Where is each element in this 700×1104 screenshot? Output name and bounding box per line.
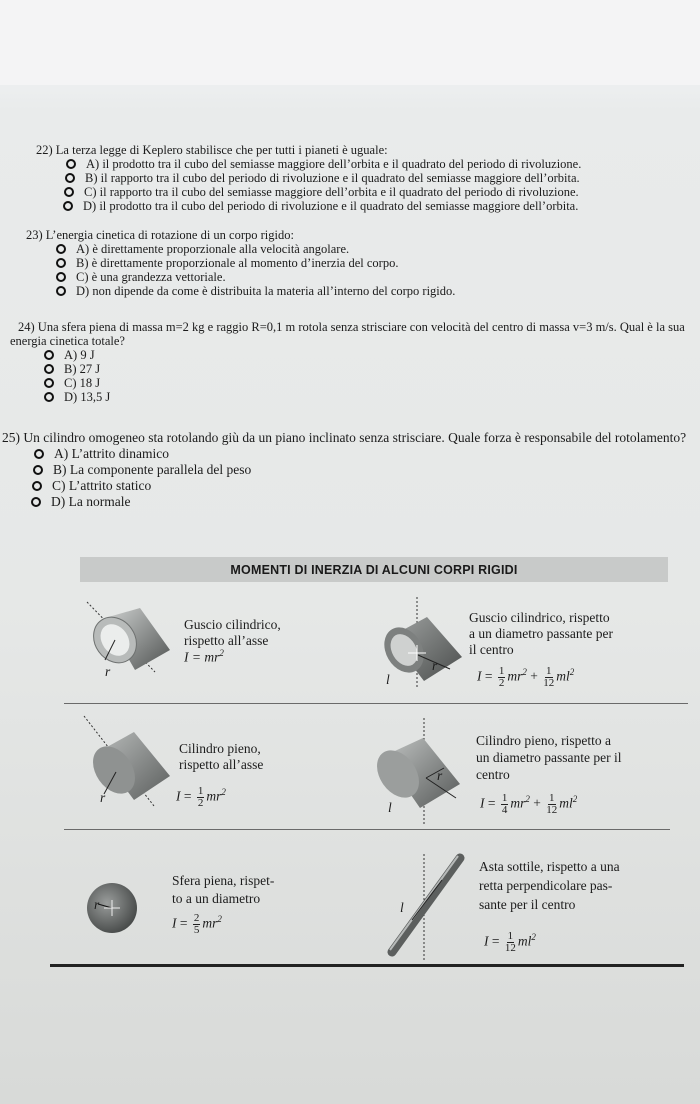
question-25-option-c[interactable] bbox=[32, 478, 698, 494]
thin-rod-figure bbox=[382, 852, 472, 962]
formula-mr: mr bbox=[206, 788, 222, 804]
shell-diameter-label-line2: a un diametro passante per bbox=[469, 626, 613, 641]
question-25-option-d[interactable] bbox=[31, 494, 698, 510]
radio-bullet-icon bbox=[56, 286, 66, 296]
option-text: C) L’attrito statico bbox=[52, 478, 152, 493]
question-25-option-b[interactable] bbox=[33, 462, 698, 478]
radio-bullet-icon bbox=[63, 201, 73, 211]
option-text: C) il rapporto tra il cubo del semiasse maggiore dell’orbita e il quadrato del periodo di rivoluzione. bbox=[84, 185, 579, 199]
question-22-option-b[interactable] bbox=[65, 171, 676, 185]
shell-axis-radius-label: r bbox=[105, 664, 111, 679]
page-top-margin bbox=[0, 0, 700, 85]
option-text: C) è una grandezza vettoriale. bbox=[76, 270, 226, 284]
formula-exponent: 2 bbox=[572, 794, 578, 805]
question-23-stem bbox=[26, 228, 666, 242]
sphere-label-line2: to a un diametro bbox=[172, 891, 261, 906]
formula-eq: = bbox=[179, 915, 188, 931]
formula-exponent: 2 bbox=[217, 914, 222, 925]
question-25-stem bbox=[0, 430, 698, 446]
question-22-text: La terza legge di Keplero stabilisce che per tutti i pianeti è uguale: bbox=[55, 143, 388, 157]
formula-mr: mr bbox=[510, 795, 526, 811]
question-25 bbox=[0, 430, 698, 510]
solid-cyl-axis-label-line1: Cilindro pieno, bbox=[179, 741, 261, 756]
formula-mr: mr bbox=[202, 915, 218, 931]
radio-bullet-icon bbox=[32, 481, 42, 491]
formula-exponent: 2 bbox=[221, 787, 226, 798]
section-divider-2 bbox=[64, 829, 670, 830]
fraction-denominator: 12 bbox=[504, 942, 516, 954]
question-23-option-a[interactable] bbox=[56, 242, 666, 256]
question-22-option-a[interactable] bbox=[66, 157, 676, 171]
rod-label-line3: sante per il centro bbox=[479, 897, 576, 912]
radio-bullet-icon bbox=[66, 159, 76, 169]
question-24-number: 24) bbox=[18, 320, 35, 334]
question-22-option-c[interactable] bbox=[64, 185, 676, 199]
radio-bullet-icon bbox=[44, 350, 54, 360]
option-text: D) non dipende da come è distribuita la materia all’interno del corpo rigido. bbox=[76, 284, 456, 298]
formula-mr: mr bbox=[507, 668, 523, 684]
radio-bullet-icon bbox=[56, 244, 66, 254]
cylindrical-shell-axis-figure bbox=[85, 600, 185, 690]
solid-cylinder-diameter-figure bbox=[368, 716, 468, 826]
moments-section-title: MOMENTI DI INERZIA DI ALCUNI CORPI RIGIDI bbox=[80, 557, 668, 582]
solid-cyl-diameter-radius-label: r bbox=[437, 768, 443, 783]
option-text: A) è direttamente proporzionale alla velocità angolare. bbox=[76, 242, 350, 256]
formula-exponent: 2 bbox=[522, 667, 527, 678]
formula-exponent: 2 bbox=[569, 667, 575, 678]
solid-cyl-diameter-label-line2: un diametro passante per il bbox=[476, 750, 622, 765]
option-text: B) La componente parallela del peso bbox=[53, 462, 252, 477]
rod-label-line2: retta perpendicolare pas- bbox=[479, 878, 613, 893]
rod-length-label: l bbox=[400, 900, 404, 915]
radio-bullet-icon bbox=[44, 378, 54, 388]
fraction-numerator: 1 bbox=[501, 792, 508, 804]
question-22-option-d[interactable] bbox=[63, 199, 676, 213]
section-bottom-rule bbox=[50, 964, 684, 967]
formula-exponent: 2 bbox=[531, 932, 536, 943]
fraction-numerator: 1 bbox=[549, 792, 555, 804]
formula-I: I bbox=[172, 915, 177, 931]
radio-bullet-icon bbox=[64, 187, 74, 197]
shell-diameter-label-line1: Guscio cilindrico, rispetto bbox=[469, 610, 610, 625]
formula-eq: = bbox=[487, 795, 496, 811]
shell-diameter-length-label: l bbox=[386, 672, 390, 687]
option-text: B) il rapporto tra il cubo del periodo di rivoluzione e il quadrato del semiasse maggiore dell’orbita. bbox=[85, 171, 580, 185]
solid-cyl-diameter-label-line1: Cilindro pieno, rispetto a bbox=[476, 733, 611, 748]
formula-fraction bbox=[546, 793, 557, 816]
question-22-number: 22) bbox=[36, 143, 53, 157]
option-text: D) il prodotto tra il cubo del periodo di rivoluzione e il quadrato del semiasse maggiore dell’orbita. bbox=[83, 199, 579, 213]
option-text: A) L’attrito dinamico bbox=[54, 446, 169, 461]
formula-fraction bbox=[505, 931, 516, 954]
fraction-numerator: 1 bbox=[507, 930, 514, 942]
question-23-number: 23) bbox=[26, 228, 43, 242]
sphere-radius-label: r bbox=[94, 897, 100, 912]
formula-fraction bbox=[197, 786, 205, 809]
formula-fraction bbox=[498, 666, 506, 689]
question-25-option-a[interactable] bbox=[34, 446, 698, 462]
fraction-numerator: 1 bbox=[546, 665, 552, 677]
formula-I: I bbox=[176, 788, 181, 804]
radio-bullet-icon bbox=[56, 258, 66, 268]
formula-I: I bbox=[477, 668, 482, 684]
formula-plus: + bbox=[530, 668, 538, 684]
shell-axis-label-line2: rispetto all’asse bbox=[184, 633, 269, 648]
solid-cylinder-axis-figure bbox=[82, 714, 182, 814]
formula-fraction bbox=[501, 793, 509, 816]
rod-label-line1: Asta sottile, rispetto a una bbox=[479, 859, 620, 874]
formula-plus: + bbox=[533, 795, 541, 811]
shell-diameter-radius-label: r bbox=[432, 658, 438, 673]
radio-bullet-icon bbox=[44, 364, 54, 374]
rod-formula bbox=[484, 931, 536, 954]
question-23-option-b[interactable] bbox=[56, 256, 666, 270]
radio-bullet-icon bbox=[56, 272, 66, 282]
formula-I: I bbox=[484, 933, 489, 949]
radio-bullet-icon bbox=[31, 497, 41, 507]
fraction-denominator: 12 bbox=[546, 804, 558, 816]
question-24 bbox=[10, 320, 698, 404]
formula-exponent: 2 bbox=[525, 794, 530, 805]
fraction-denominator: 4 bbox=[501, 804, 508, 816]
solid-cyl-axis-label-line2: rispetto all’asse bbox=[179, 757, 264, 772]
solid-cyl-diameter-length-label: l bbox=[388, 800, 392, 815]
question-24-option-b[interactable] bbox=[44, 362, 698, 376]
formula-I: I bbox=[480, 795, 485, 811]
fraction-numerator: 1 bbox=[498, 665, 505, 677]
shell-axis-formula bbox=[184, 648, 224, 666]
fraction-numerator: 2 bbox=[193, 912, 200, 924]
formula-lhs: I = mr bbox=[184, 649, 220, 665]
question-25-number: 25) bbox=[2, 430, 20, 445]
shell-diameter-label-line3: il centro bbox=[469, 642, 514, 657]
option-text: A) il prodotto tra il cubo del semiasse maggiore dell’orbita e il quadrato del periodo di rivoluzione. bbox=[86, 157, 582, 171]
sphere-formula bbox=[172, 913, 222, 936]
fraction-numerator: 1 bbox=[197, 785, 204, 797]
option-text: D) 13,5 J bbox=[64, 390, 111, 404]
question-24-option-c[interactable] bbox=[44, 376, 698, 390]
option-text: A) 9 J bbox=[64, 348, 95, 362]
shell-axis-label-line1: Guscio cilindrico, bbox=[184, 617, 281, 632]
question-23-option-c[interactable] bbox=[56, 270, 666, 284]
question-23-option-d[interactable] bbox=[56, 284, 666, 298]
question-23-text: L’energia cinetica di rotazione di un corpo rigido: bbox=[45, 228, 294, 242]
option-text: B) 27 J bbox=[64, 362, 101, 376]
solid-cyl-diameter-label-line3: centro bbox=[476, 767, 510, 782]
question-24-stem bbox=[10, 320, 698, 348]
radio-bullet-icon bbox=[44, 392, 54, 402]
formula-ml: ml bbox=[517, 933, 532, 949]
fraction-denominator: 2 bbox=[498, 677, 505, 689]
formula-fraction bbox=[193, 913, 201, 936]
radio-bullet-icon bbox=[34, 449, 44, 459]
formula-exponent: 2 bbox=[219, 648, 224, 658]
fraction-denominator: 5 bbox=[193, 924, 200, 936]
solid-cyl-axis-formula bbox=[176, 786, 226, 809]
shell-diameter-formula bbox=[477, 666, 574, 689]
question-22-stem bbox=[36, 143, 676, 157]
section-divider-1 bbox=[64, 703, 688, 704]
formula-eq: = bbox=[183, 788, 192, 804]
option-text: C) 18 J bbox=[64, 376, 101, 390]
formula-ml: ml bbox=[556, 668, 570, 684]
option-text: D) La normale bbox=[51, 494, 131, 509]
solid-cyl-diameter-formula bbox=[480, 793, 577, 816]
formula-eq: = bbox=[484, 668, 493, 684]
radio-bullet-icon bbox=[33, 465, 43, 475]
radio-bullet-icon bbox=[65, 173, 75, 183]
formula-ml: ml bbox=[559, 795, 573, 811]
question-23 bbox=[26, 228, 666, 298]
question-25-text: Un cilindro omogeneo sta rotolando giù da un piano inclinato senza strisciare. Quale forza è responsabile del rotolamento? bbox=[23, 430, 687, 445]
question-24-text: Una sfera piena di massa m=2 kg e raggio R=0,1 m rotola senza strisciare con velocità del centro di massa v=3 m/s. Qual è la sua energia cinetica totale? bbox=[10, 320, 685, 348]
fraction-denominator: 2 bbox=[197, 797, 204, 809]
question-22 bbox=[36, 143, 676, 213]
question-24-option-d[interactable] bbox=[44, 390, 698, 404]
option-text: B) è direttamente proporzionale al momento d’inerzia del corpo. bbox=[76, 256, 399, 270]
formula-eq: = bbox=[491, 933, 500, 949]
question-24-option-a[interactable] bbox=[44, 348, 698, 362]
fraction-denominator: 12 bbox=[543, 677, 555, 689]
solid-cyl-axis-radius-label: r bbox=[100, 790, 106, 805]
sphere-label-line1: Sfera piena, rispet- bbox=[172, 873, 275, 888]
formula-fraction bbox=[543, 666, 554, 689]
